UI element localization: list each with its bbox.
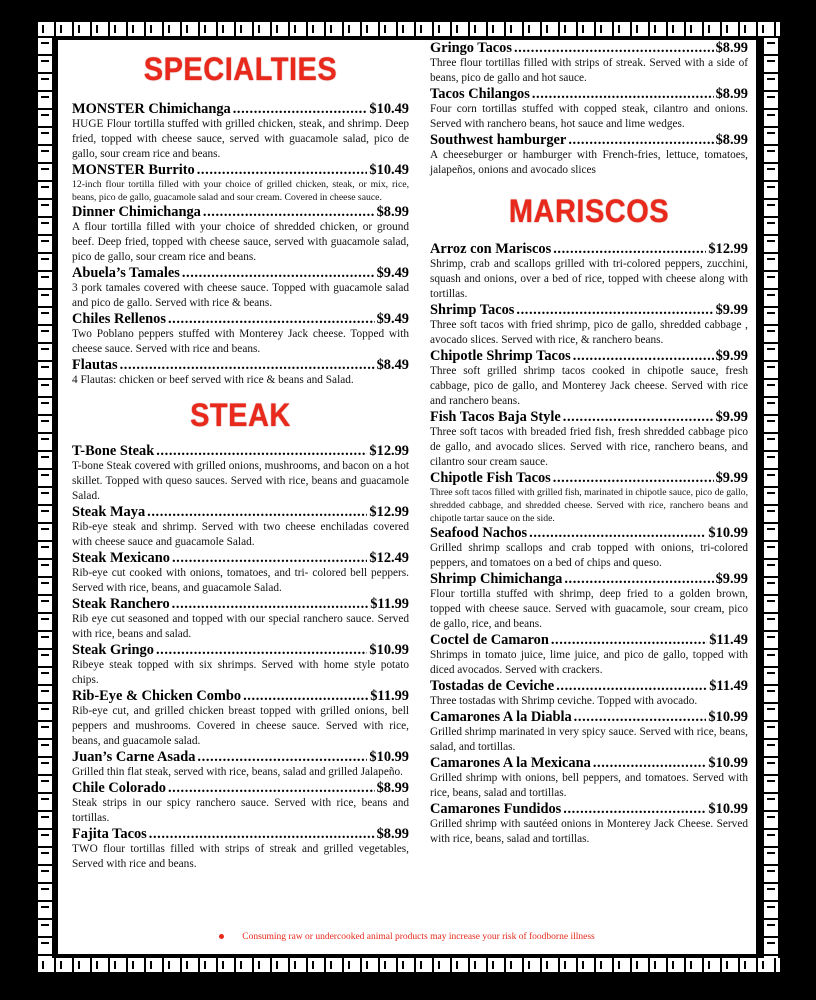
menu-item-price: $9.99 bbox=[715, 302, 748, 318]
menu-item bbox=[72, 443, 409, 504]
menu-item bbox=[72, 780, 409, 826]
menu-item-header bbox=[72, 780, 409, 796]
menu-item bbox=[72, 357, 409, 388]
dot-leader bbox=[197, 749, 367, 765]
dot-leader bbox=[120, 357, 375, 373]
menu-content bbox=[58, 40, 756, 954]
tacos-list bbox=[430, 40, 748, 178]
greek-key-border-left bbox=[36, 36, 54, 958]
menu-item-name: Camarones A la Mexicana bbox=[430, 755, 591, 771]
menu-item-description: Grilled shrimp marinated in very spicy sauce. Served with rice, beans, salad, and tortillas. bbox=[430, 726, 748, 753]
menu-item bbox=[430, 525, 748, 571]
menu-item-header bbox=[72, 101, 409, 117]
section-title-specialties: SPECIALTIES bbox=[143, 52, 338, 88]
menu-item-name: Abuela’s Tamales bbox=[72, 265, 180, 281]
menu-item bbox=[430, 755, 748, 801]
menu-item bbox=[430, 86, 748, 132]
menu-item-description: TWO flour tortillas filled with strips of streak and grilled vegetables, Served with rice and beans. bbox=[72, 843, 409, 870]
menu-item-price: $12.99 bbox=[369, 443, 409, 459]
dot-leader bbox=[172, 550, 367, 566]
menu-item bbox=[72, 749, 409, 780]
menu-item-price: $9.49 bbox=[376, 311, 409, 327]
menu-item-header bbox=[72, 311, 409, 327]
menu-item-header bbox=[430, 241, 748, 257]
dot-leader bbox=[516, 302, 713, 318]
dot-leader bbox=[574, 709, 707, 725]
menu-item-description: A flour tortilla filled with your choice of shredded chicken, or ground beef. Deep fried, topped with cheese sauce, served with guacamole salad, pico de gallo, sour cream rice and beans. bbox=[72, 221, 409, 263]
menu-item-price: $9.99 bbox=[715, 571, 748, 587]
menu-item-name: Coctel de Camaron bbox=[430, 632, 549, 648]
menu-item-price: $9.99 bbox=[715, 409, 748, 425]
menu-item-name: Gringo Tacos bbox=[430, 40, 512, 56]
menu-item-name: Fish Tacos Baja Style bbox=[430, 409, 561, 425]
dot-leader bbox=[556, 678, 707, 694]
menu-item-name: Tostadas de Ceviche bbox=[430, 678, 555, 694]
dot-leader bbox=[573, 348, 714, 364]
section-title-steak: STEAK bbox=[190, 398, 291, 434]
menu-item-name: Shrimp Chimichanga bbox=[430, 571, 563, 587]
menu-item bbox=[430, 132, 748, 178]
dot-leader bbox=[149, 826, 375, 842]
menu-item-header bbox=[430, 525, 748, 541]
menu-item bbox=[72, 204, 409, 265]
menu-item-price: $10.99 bbox=[708, 755, 748, 771]
menu-item-price: $9.99 bbox=[715, 348, 748, 364]
specialties-list bbox=[72, 101, 409, 388]
menu-item bbox=[430, 40, 748, 86]
dot-leader bbox=[553, 241, 706, 257]
menu-item-header bbox=[430, 470, 748, 486]
greek-key-border-top bbox=[36, 20, 780, 38]
dot-leader bbox=[529, 525, 706, 541]
menu-item bbox=[430, 571, 748, 632]
menu-item-header bbox=[430, 632, 748, 648]
menu-item-header bbox=[430, 409, 748, 425]
dot-leader bbox=[532, 86, 714, 102]
menu-item-header bbox=[72, 688, 409, 704]
health-warning-text: Consuming raw or undercooked animal products may increase your risk of foodborne illness bbox=[242, 932, 595, 942]
menu-item-name: Tacos Chilangos bbox=[430, 86, 530, 102]
menu-item-description: Steak strips in our spicy ranchero sauce. Served with rice, beans and tortillas. bbox=[72, 797, 409, 824]
dot-leader bbox=[563, 801, 706, 817]
menu-item-name: MONSTER Burrito bbox=[72, 162, 195, 178]
menu-item-price: $10.99 bbox=[708, 801, 748, 817]
menu-item-price: $11.99 bbox=[370, 688, 409, 704]
menu-item-name: Dinner Chimichanga bbox=[72, 204, 201, 220]
menu-item-header bbox=[430, 348, 748, 364]
menu-item-description: A cheeseburger or hamburger with French-fries, lettuce, tomatoes, jalapeños, onions and avocado slices bbox=[430, 149, 748, 176]
menu-item-header bbox=[430, 801, 748, 817]
menu-item-price: $12.99 bbox=[708, 241, 748, 257]
menu-item-header bbox=[72, 204, 409, 220]
menu-item bbox=[430, 409, 748, 470]
dot-leader bbox=[182, 265, 375, 281]
menu-item-description: Two Poblano peppers stuffed with Monterey Jack cheese. Topped with cheese sauce. Served with rice and beans. bbox=[72, 328, 409, 355]
menu-item-name: Seafood Nachos bbox=[430, 525, 528, 541]
menu-item bbox=[72, 265, 409, 311]
health-warning bbox=[58, 932, 756, 942]
menu-item bbox=[72, 311, 409, 357]
greek-key-border-right bbox=[762, 36, 780, 958]
menu-item-header bbox=[430, 40, 748, 56]
menu-item bbox=[72, 826, 409, 872]
menu-item-description: Grilled shrimp scallops and crab topped with onions, tri-colored peppers, and tomatoes on a bed of chips and queso. bbox=[430, 542, 748, 569]
menu-item-name: Shrimp Tacos bbox=[430, 302, 515, 318]
steak-list bbox=[72, 443, 409, 872]
menu-item-header bbox=[72, 443, 409, 459]
menu-item-description: HUGE Flour tortilla stuffed with grilled chicken, steak, and shrimp. Deep fried, topped with cheese sauce, served with guacamole salad, pico de gallo, sour cream rice and beans. bbox=[72, 118, 409, 160]
menu-item bbox=[72, 504, 409, 550]
menu-item-price: $11.49 bbox=[709, 678, 748, 694]
menu-item-description: Rib-eye steak and shrimp. Served with two cheese enchiladas covered with cheese sauce and guacamole Salad. bbox=[72, 521, 409, 548]
menu-item-name: Arroz con Mariscos bbox=[430, 241, 552, 257]
greek-key-border-bottom bbox=[36, 956, 780, 974]
menu-item-header bbox=[72, 504, 409, 520]
menu-item bbox=[430, 801, 748, 847]
menu-item-name: Steak Mexicano bbox=[72, 550, 170, 566]
menu-item-price: $11.49 bbox=[709, 632, 748, 648]
menu-item-header bbox=[72, 162, 409, 178]
dot-leader bbox=[168, 780, 375, 796]
menu-item-name: Steak Gringo bbox=[72, 642, 154, 658]
bullet-icon bbox=[219, 934, 224, 939]
menu-item-header bbox=[430, 755, 748, 771]
dot-leader bbox=[197, 162, 368, 178]
menu-item bbox=[430, 302, 748, 348]
menu-item-description: Three soft tacos with fried shrimp, pico de gallo, shredded cabbage , avocado slices. Served with rice, & ranchero beans. bbox=[430, 319, 748, 346]
menu-item bbox=[430, 632, 748, 678]
menu-item-description: Shrimps in tomato juice, lime juice, and pico de gallo, topped with diced avocados. Served with crackers. bbox=[430, 649, 748, 676]
menu-item-header bbox=[72, 749, 409, 765]
menu-item-description: Rib-eye cut, and grilled chicken breast topped with grilled onions, bell peppers and mushrooms. Covered in cheese sauce. Served with rice, beans, and guacamole salad. bbox=[72, 705, 409, 747]
menu-item-price: $12.49 bbox=[369, 550, 409, 566]
menu-item-description: Grilled thin flat steak, served with rice, beans, salad and grilled Jalapeño. bbox=[72, 766, 403, 778]
dot-leader bbox=[568, 132, 713, 148]
dot-leader bbox=[564, 571, 713, 587]
menu-item-header bbox=[72, 826, 409, 842]
menu-item-price: $10.49 bbox=[369, 101, 409, 117]
menu-item-description: Three flour tortillas filled with strips of streak. Served with a side of beans, pico de gallo and hot sauce. bbox=[430, 57, 748, 84]
dot-leader bbox=[203, 204, 375, 220]
left-column bbox=[72, 40, 409, 872]
menu-item-name: Chile Colorado bbox=[72, 780, 166, 796]
menu-item-description: Three soft tacos with breaded fried fish, fresh shredded cabbage pico de gallo, and avocado slices. Served with rice, ranchero beans, and cilantro sour cream sauce. bbox=[430, 426, 748, 468]
menu-item-description: 3 pork tamales covered with cheese sauce. Topped with guacamole salad and pico de gallo. Served with rice & beans. bbox=[72, 282, 409, 309]
menu-item-name: Chiles Rellenos bbox=[72, 311, 166, 327]
menu-item-name: Steak Ranchero bbox=[72, 596, 170, 612]
menu-item-price: $10.99 bbox=[369, 749, 409, 765]
menu-item-price: $9.49 bbox=[376, 265, 409, 281]
menu-item bbox=[72, 688, 409, 749]
menu-item-name: Camarones Fundidos bbox=[430, 801, 562, 817]
menu-item bbox=[430, 348, 748, 409]
menu-item-name: MONSTER Chimichanga bbox=[72, 101, 231, 117]
menu-item bbox=[430, 678, 748, 709]
menu-item-price: $8.99 bbox=[715, 40, 748, 56]
menu-item-description: Three tostadas with Shrimp ceviche. Topped with avocado. bbox=[430, 695, 698, 707]
dot-leader bbox=[551, 632, 707, 648]
section-title-mariscos: MARISCOS bbox=[508, 194, 670, 230]
menu-item-price: $8.99 bbox=[376, 780, 409, 796]
menu-item-description: Grilled shrimp with onions, bell peppers, and tomatoes. Served with rice, beans, salad and tortillas. bbox=[430, 772, 748, 799]
menu-item-description: 4 Flautas: chicken or beef served with rice & beans and Salad. bbox=[72, 374, 354, 386]
menu-item-header bbox=[72, 357, 409, 373]
menu-item bbox=[72, 642, 409, 688]
menu-item-name: Chipotle Shrimp Tacos bbox=[430, 348, 571, 364]
menu-item-header bbox=[72, 642, 409, 658]
menu-item-header bbox=[430, 571, 748, 587]
menu-item-description: T-bone Steak covered with grilled onions, mushrooms, and bacon on a hot skillet. Topped with queso sauces. Served with rice, beans and guacamole Salad. bbox=[72, 460, 409, 502]
menu-item-price: $8.99 bbox=[715, 132, 748, 148]
menu-item bbox=[72, 101, 409, 162]
menu-item-header bbox=[72, 265, 409, 281]
menu-item-header bbox=[430, 302, 748, 318]
menu-item-description: Grilled shrimp with sautéed onions in Monterey Jack Cheese. Served with rice, beans, salad and tortillas. bbox=[430, 818, 748, 845]
dot-leader bbox=[514, 40, 714, 56]
menu-item-description: Rib-eye cut cooked with onions, tomatoes, and tri- colored bell peppers. Served with rice, beans, and guacamole Salad. bbox=[72, 567, 409, 594]
menu-item-price: $12.99 bbox=[369, 504, 409, 520]
menu-item-name: T-Bone Steak bbox=[72, 443, 155, 459]
menu-item-name: Steak Maya bbox=[72, 504, 146, 520]
dot-leader bbox=[593, 755, 707, 771]
menu-item-price: $9.99 bbox=[715, 470, 748, 486]
menu-item bbox=[430, 709, 748, 755]
dot-leader bbox=[553, 470, 714, 486]
dot-leader bbox=[563, 409, 714, 425]
menu-item-header bbox=[430, 86, 748, 102]
menu-item-price: $8.99 bbox=[376, 826, 409, 842]
menu-item-description: Shrimp, crab and scallops grilled with tri-colored peppers, zucchini, squash and onions, over a bed of rice, topped with cheese along with tortillas. bbox=[430, 258, 748, 300]
dot-leader bbox=[147, 504, 367, 520]
right-column bbox=[430, 40, 748, 847]
menu-item-description: Ribeye steak topped with six shrimps. Served with home style potato chips. bbox=[72, 659, 409, 686]
menu-item-header bbox=[430, 132, 748, 148]
menu-item-description: Three soft tacos filled with grilled fish, marinated in chipotle sauce, pico de gallo, shredded cabbage, and shredded cheese. Served with rice, ranchero beans and chipotle tartar sauce on the side. bbox=[430, 487, 748, 524]
menu-item-price: $10.99 bbox=[708, 525, 748, 541]
menu-item-description: Four corn tortillas stuffed with copped steak, cilantro and onions. Served with ranchero beans, hot sauce and lime wedges. bbox=[430, 103, 748, 130]
menu-item-name: Chipotle Fish Tacos bbox=[430, 470, 551, 486]
mariscos-list bbox=[430, 241, 748, 847]
menu-item bbox=[72, 162, 409, 204]
menu-item bbox=[430, 241, 748, 302]
dot-leader bbox=[168, 311, 375, 327]
menu-item-description: Three soft grilled shrimp tacos cooked in chipotle sauce, fresh cabbage, pico de gallo, and Monterey Jack cheese. Served with rice and ranchero beans. bbox=[430, 365, 748, 407]
menu-item-name: Flautas bbox=[72, 357, 118, 373]
menu-item-price: $11.99 bbox=[370, 596, 409, 612]
dot-leader bbox=[156, 642, 367, 658]
menu-item-name: Fajita Tacos bbox=[72, 826, 147, 842]
menu-item-description: Flour tortilla stuffed with shrimp, deep fried to a golden brown, topped with cheese sauce. Served with guacamole, sour cream, pico de gallo, rice, and beans. bbox=[430, 588, 748, 630]
menu-item-price: $10.49 bbox=[369, 162, 409, 178]
menu-item-price: $8.99 bbox=[376, 204, 409, 220]
menu-item bbox=[72, 550, 409, 596]
menu-item-header bbox=[72, 550, 409, 566]
menu-item-name: Juan’s Carne Asada bbox=[72, 749, 196, 765]
menu-item-description: Rib eye cut seasoned and topped with our special ranchero sauce. Served with rice, beans and salad. bbox=[72, 613, 409, 640]
dot-leader bbox=[243, 688, 368, 704]
menu-item bbox=[430, 470, 748, 525]
dot-leader bbox=[156, 443, 367, 459]
menu-item-header bbox=[430, 709, 748, 725]
menu-item-price: $8.99 bbox=[715, 86, 748, 102]
menu-item-name: Camarones A la Diabla bbox=[430, 709, 572, 725]
menu-item bbox=[72, 596, 409, 642]
menu-item-price: $8.49 bbox=[376, 357, 409, 373]
menu-item-description: 12-inch flour tortilla filled with your choice of grilled chicken, steak, or mix, rice, beans, pico de gallo, guacamole salad and sour cream. Covered in cheese sauce. bbox=[72, 179, 409, 203]
menu-item-price: $10.99 bbox=[369, 642, 409, 658]
menu-item-header bbox=[430, 678, 748, 694]
dot-leader bbox=[172, 596, 369, 612]
menu-item-name: Rib-Eye & Chicken Combo bbox=[72, 688, 242, 704]
menu-item-name: Southwest hamburger bbox=[430, 132, 567, 148]
dot-leader bbox=[233, 101, 368, 117]
menu-item-header bbox=[72, 596, 409, 612]
menu-item-price: $10.99 bbox=[708, 709, 748, 725]
